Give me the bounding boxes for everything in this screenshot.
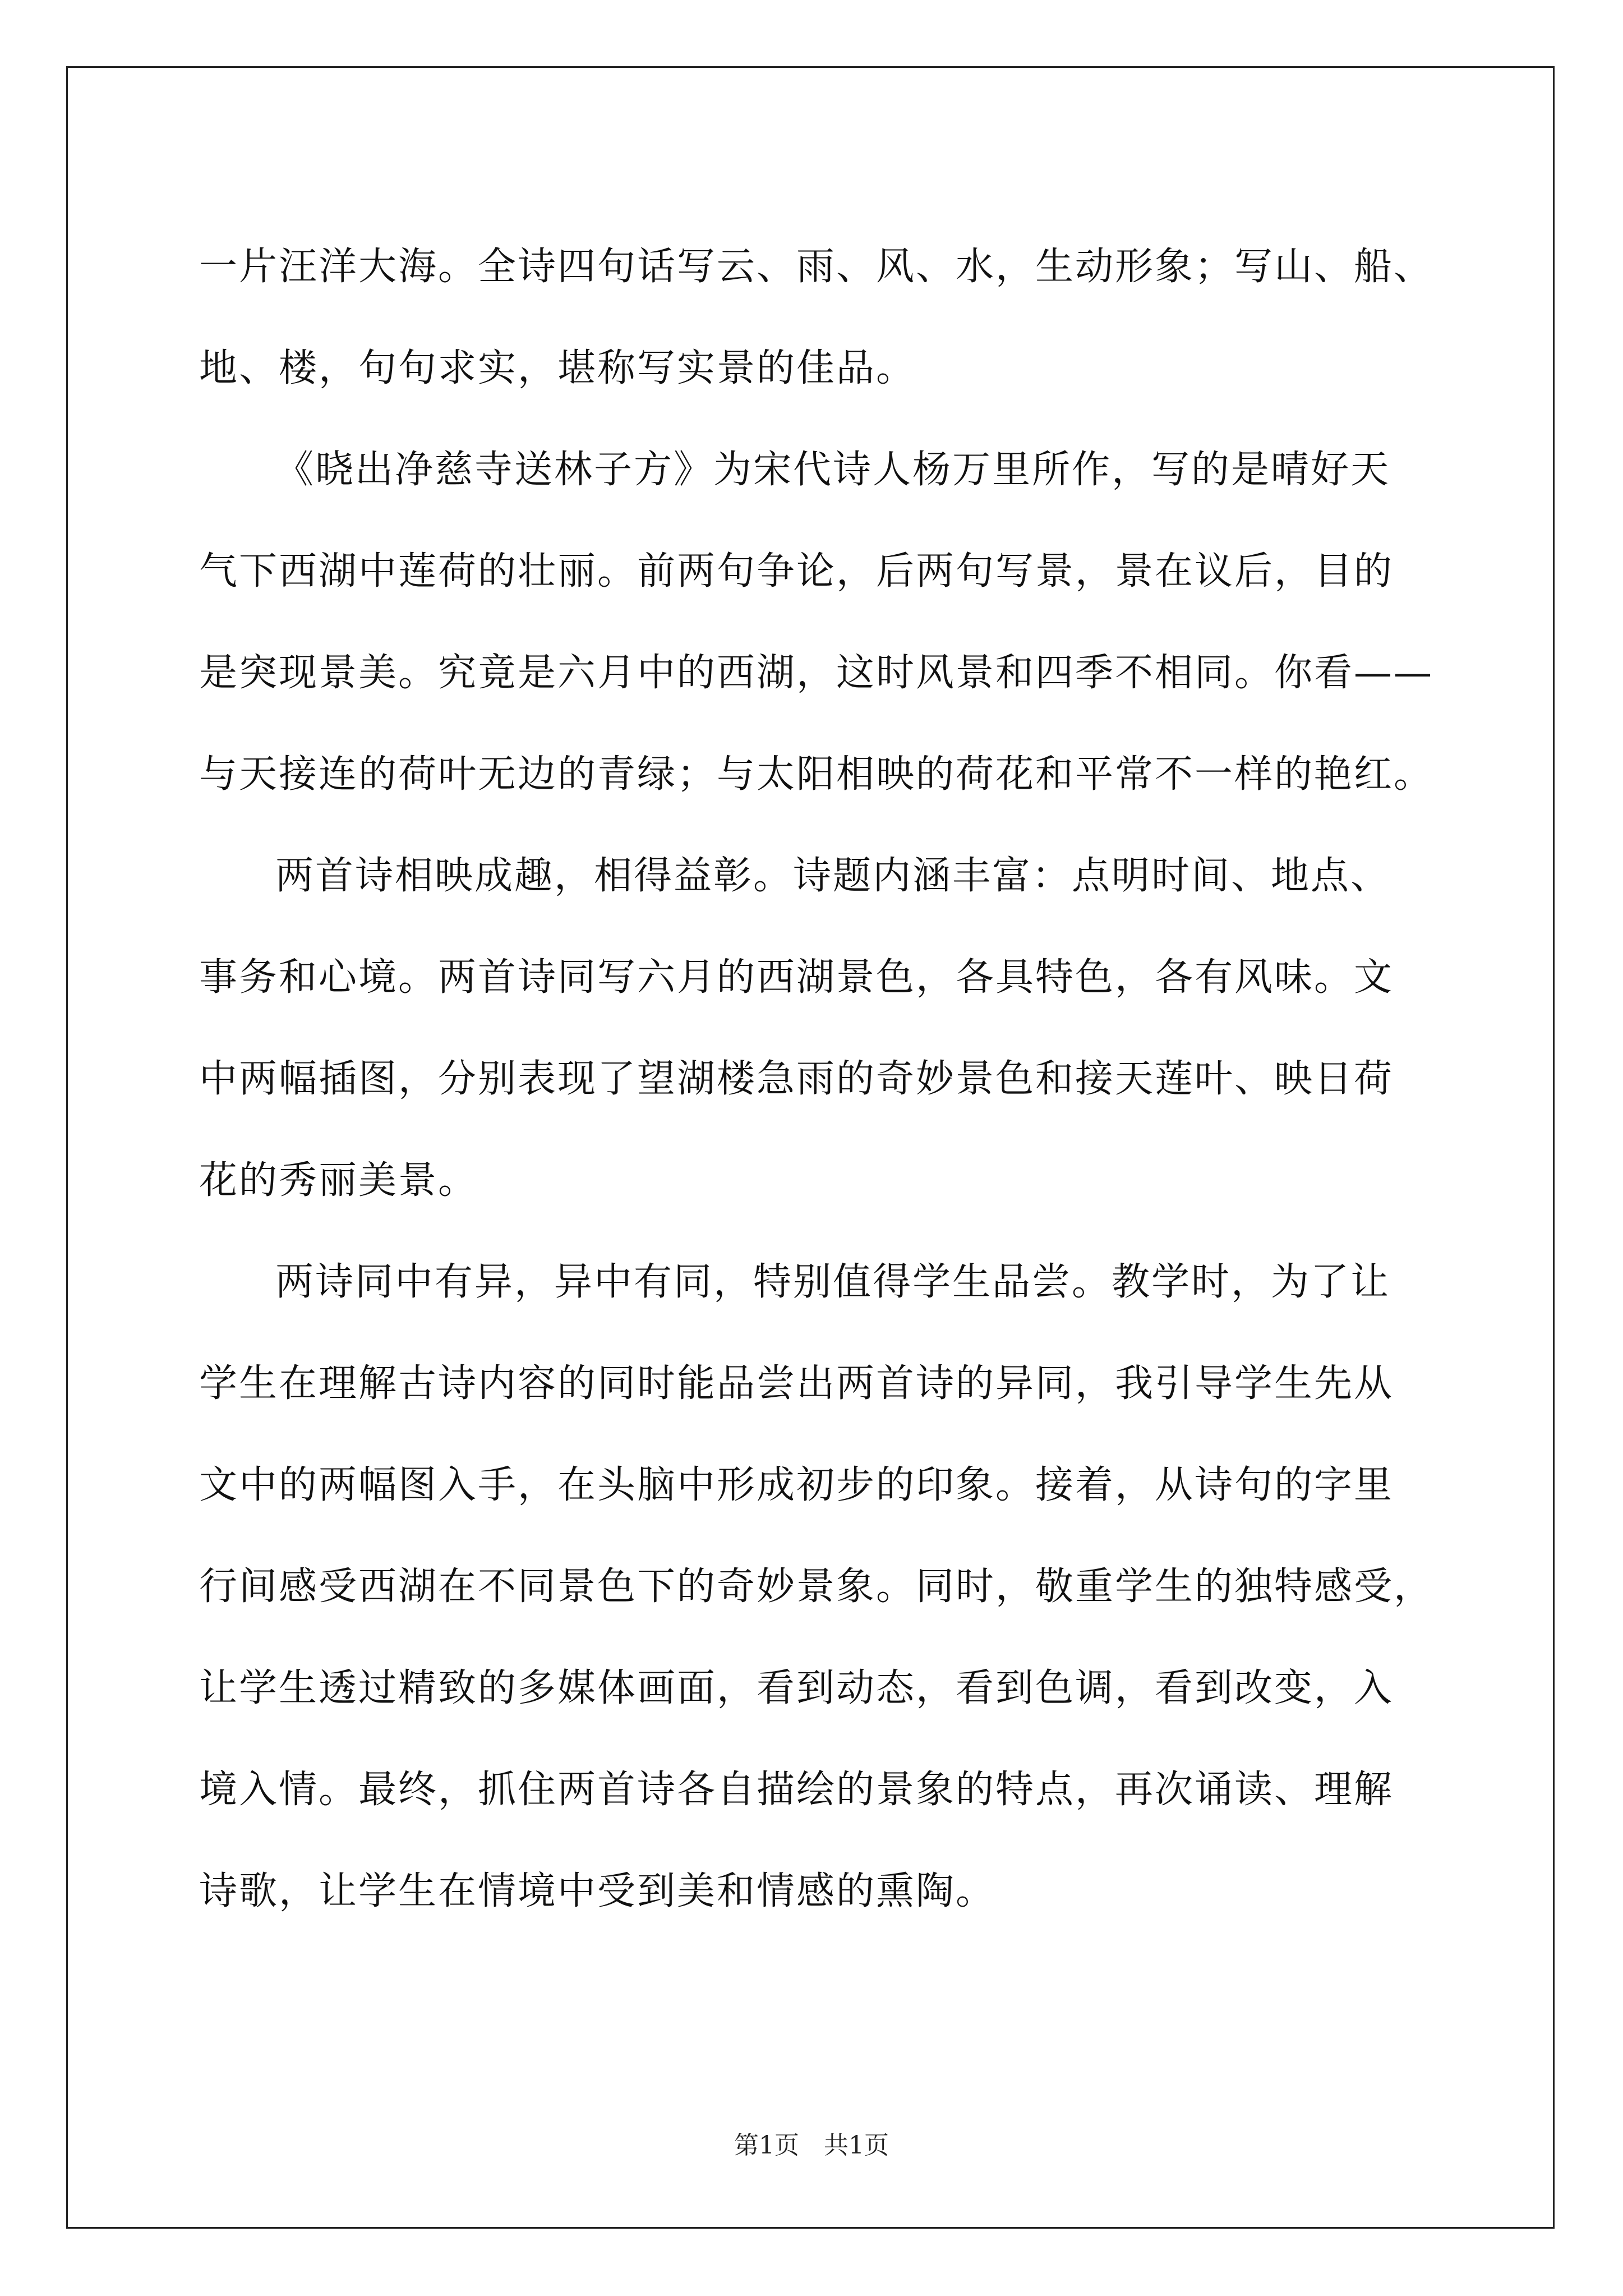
paragraph-2 (199, 419, 1434, 825)
paragraph-1 (199, 216, 1434, 419)
paragraph-line: 是突现景美。究竟是六月中的西湖，这时风景和四季不相同。你看—— (199, 651, 1434, 695)
paragraph-3 (199, 825, 1427, 1231)
paragraph-line: 两诗同中有异，异中有同，特别值得学生品尝。教学时，为了让 (275, 1260, 1391, 1304)
page-footer: 第1页 共1页 (734, 2131, 889, 2160)
paragraph-line: 地、楼，句句求实，堪称写实景的佳品。 (199, 346, 916, 390)
paragraph-line: 文中的两幅图入手，在头脑中形成初步的印象。接着，从诗句的字里 (199, 1463, 1394, 1507)
paragraph-line: 行间感受西湖在不同景色下的奇妙景象。同时，敬重学生的独特感受， (199, 1565, 1434, 1609)
paragraph-line: 花的秀丽美景。 (199, 1158, 478, 1203)
document-body (199, 216, 1434, 1942)
paragraph-line: 气下西湖中莲荷的壮丽。前两句争论，后两句写景，景在议后，目的 (199, 549, 1394, 593)
paragraph-line: 让学生透过精致的多媒体画面，看到动态，看到色调，看到改变，入 (199, 1666, 1394, 1710)
paragraph-4 (199, 1231, 1434, 1942)
paragraph-line: 两首诗相映成趣，相得益彰。诗题内涵丰富：点明时间、地点、 (275, 854, 1391, 898)
paragraph-line: 《晓出净慈寺送林子方》为宋代诗人杨万里所作，写的是晴好天 (275, 448, 1391, 492)
paragraph-line: 与天接连的荷叶无边的青绿；与太阳相映的荷花和平常不一样的艳红。 (199, 752, 1434, 797)
paragraph-line: 事务和心境。两首诗同写六月的西湖景色，各具特色，各有风味。文 (199, 955, 1394, 1000)
paragraph-line: 中两幅插图，分别表现了望湖楼急雨的奇妙景色和接天莲叶、映日荷 (199, 1057, 1394, 1101)
paragraph-line: 境入情。最终，抓住两首诗各自描绘的景象的特点，再次诵读、理解 (199, 1768, 1394, 1812)
paragraph-line: 学生在理解古诗内容的同时能品尝出两首诗的异同，我引导学生先从 (199, 1361, 1394, 1406)
paragraph-line: 诗歌，让学生在情境中受到美和情感的熏陶。 (199, 1869, 996, 1913)
paragraph-line: 一片汪洋大海。全诗四句话写云、雨、风、水，生动形象；写山、船、 (199, 245, 1434, 289)
